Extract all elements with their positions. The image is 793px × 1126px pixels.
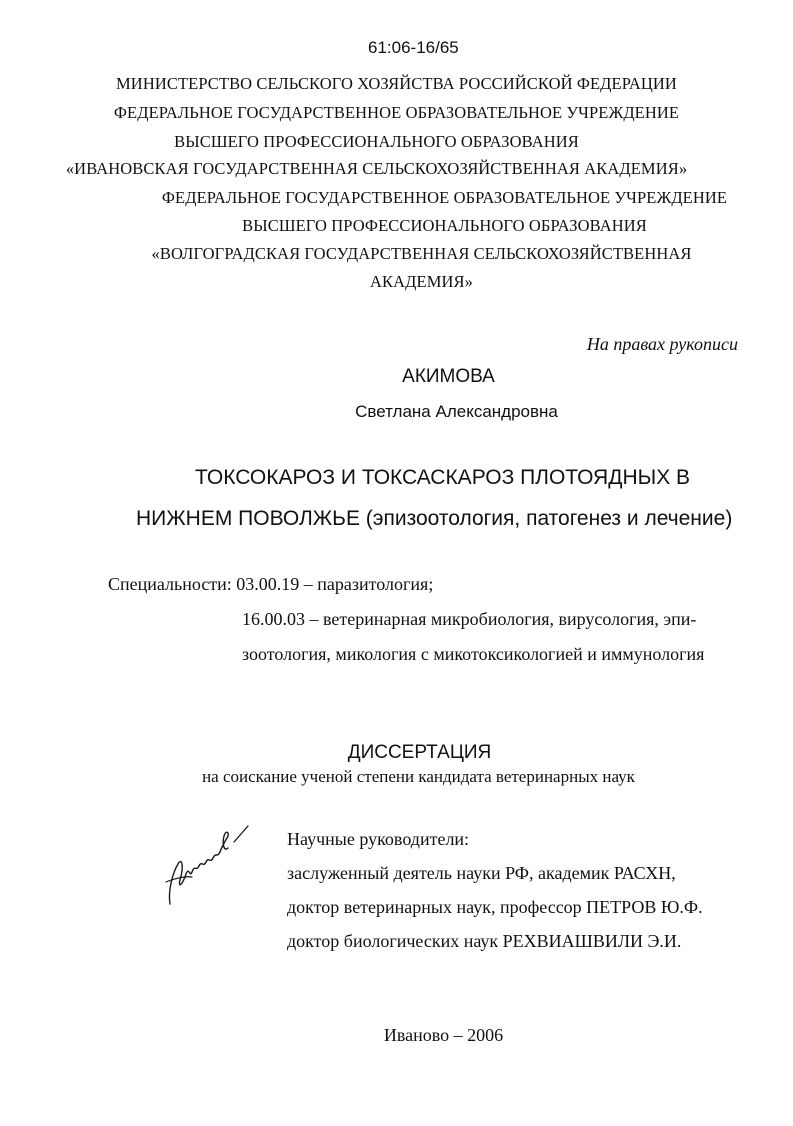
institution-line: ВЫСШЕГО ПРОФЕССИОНАЛЬНОГО ОБРАЗОВАНИЯ bbox=[174, 132, 579, 151]
supervisor-line: доктор ветеринарных наук, профессор ПЕТРОВ Ю.Ф. bbox=[287, 897, 703, 917]
institution-line: АКАДЕМИЯ» bbox=[370, 272, 473, 291]
supervisors-heading: Научные руководители: bbox=[287, 829, 470, 849]
city-year: Иваново – 2006 bbox=[383, 1025, 504, 1045]
supervisor-line: заслуженный деятель науки РФ, академик РАСХН, bbox=[287, 863, 676, 883]
manuscript-rights: На правах рукописи bbox=[586, 334, 738, 354]
thesis-title-line: НИЖНЕМ ПОВОЛЖЬЕ (эпизоотология, патогенез и лечение) bbox=[136, 507, 733, 530]
degree-line: на соискание ученой степени кандидата ветеринарных наук bbox=[202, 767, 635, 786]
specialty-line: Специальности: 03.00.19 – паразитология; bbox=[108, 574, 434, 594]
specialty-line: 16.00.03 – ветеринарная микробиология, вирусология, эпи- bbox=[242, 609, 697, 629]
thesis-title-line: ТОКСОКАРОЗ И ТОКСАСКАРОЗ ПЛОТОЯДНЫХ В bbox=[195, 466, 691, 489]
dissertation-label: ДИССЕРТАЦИЯ bbox=[347, 742, 492, 763]
handwritten-signature bbox=[162, 822, 252, 908]
catalog-code: 61:06-16/65 bbox=[368, 38, 459, 57]
institution-line: МИНИСТЕРСТВО СЕЛЬСКОГО ХОЗЯЙСТВА РОССИЙСКОЙ ФЕДЕРАЦИИ bbox=[116, 74, 677, 93]
institution-line: ФЕДЕРАЛЬНОЕ ГОСУДАРСТВЕННОЕ ОБРАЗОВАТЕЛЬНОЕ УЧРЕЖДЕНИЕ bbox=[113, 103, 680, 122]
specialty-line: зоотология, микология с микотоксикологией и иммунология bbox=[242, 644, 705, 664]
institution-line: ВЫСШЕГО ПРОФЕССИОНАЛЬНОГО ОБРАЗОВАНИЯ bbox=[242, 216, 647, 235]
institution-line: «ИВАНОВСКАЯ ГОСУДАРСТВЕННАЯ СЕЛЬСКОХОЗЯЙСТВЕННАЯ АКАДЕМИЯ» bbox=[65, 159, 688, 178]
institution-line: ФЕДЕРАЛЬНОЕ ГОСУДАРСТВЕННОЕ ОБРАЗОВАТЕЛЬНОЕ УЧРЕЖДЕНИЕ bbox=[161, 188, 728, 207]
author-name: Светлана Александровна bbox=[355, 402, 558, 421]
author-surname: АКИМОВА bbox=[402, 366, 495, 387]
institution-line: «ВОЛГОГРАДСКАЯ ГОСУДАРСТВЕННАЯ СЕЛЬСКОХОЗЯЙСТВЕННАЯ bbox=[151, 244, 692, 263]
supervisor-line: доктор биологических наук РЕХВИАШВИЛИ Э.И. bbox=[287, 931, 682, 951]
